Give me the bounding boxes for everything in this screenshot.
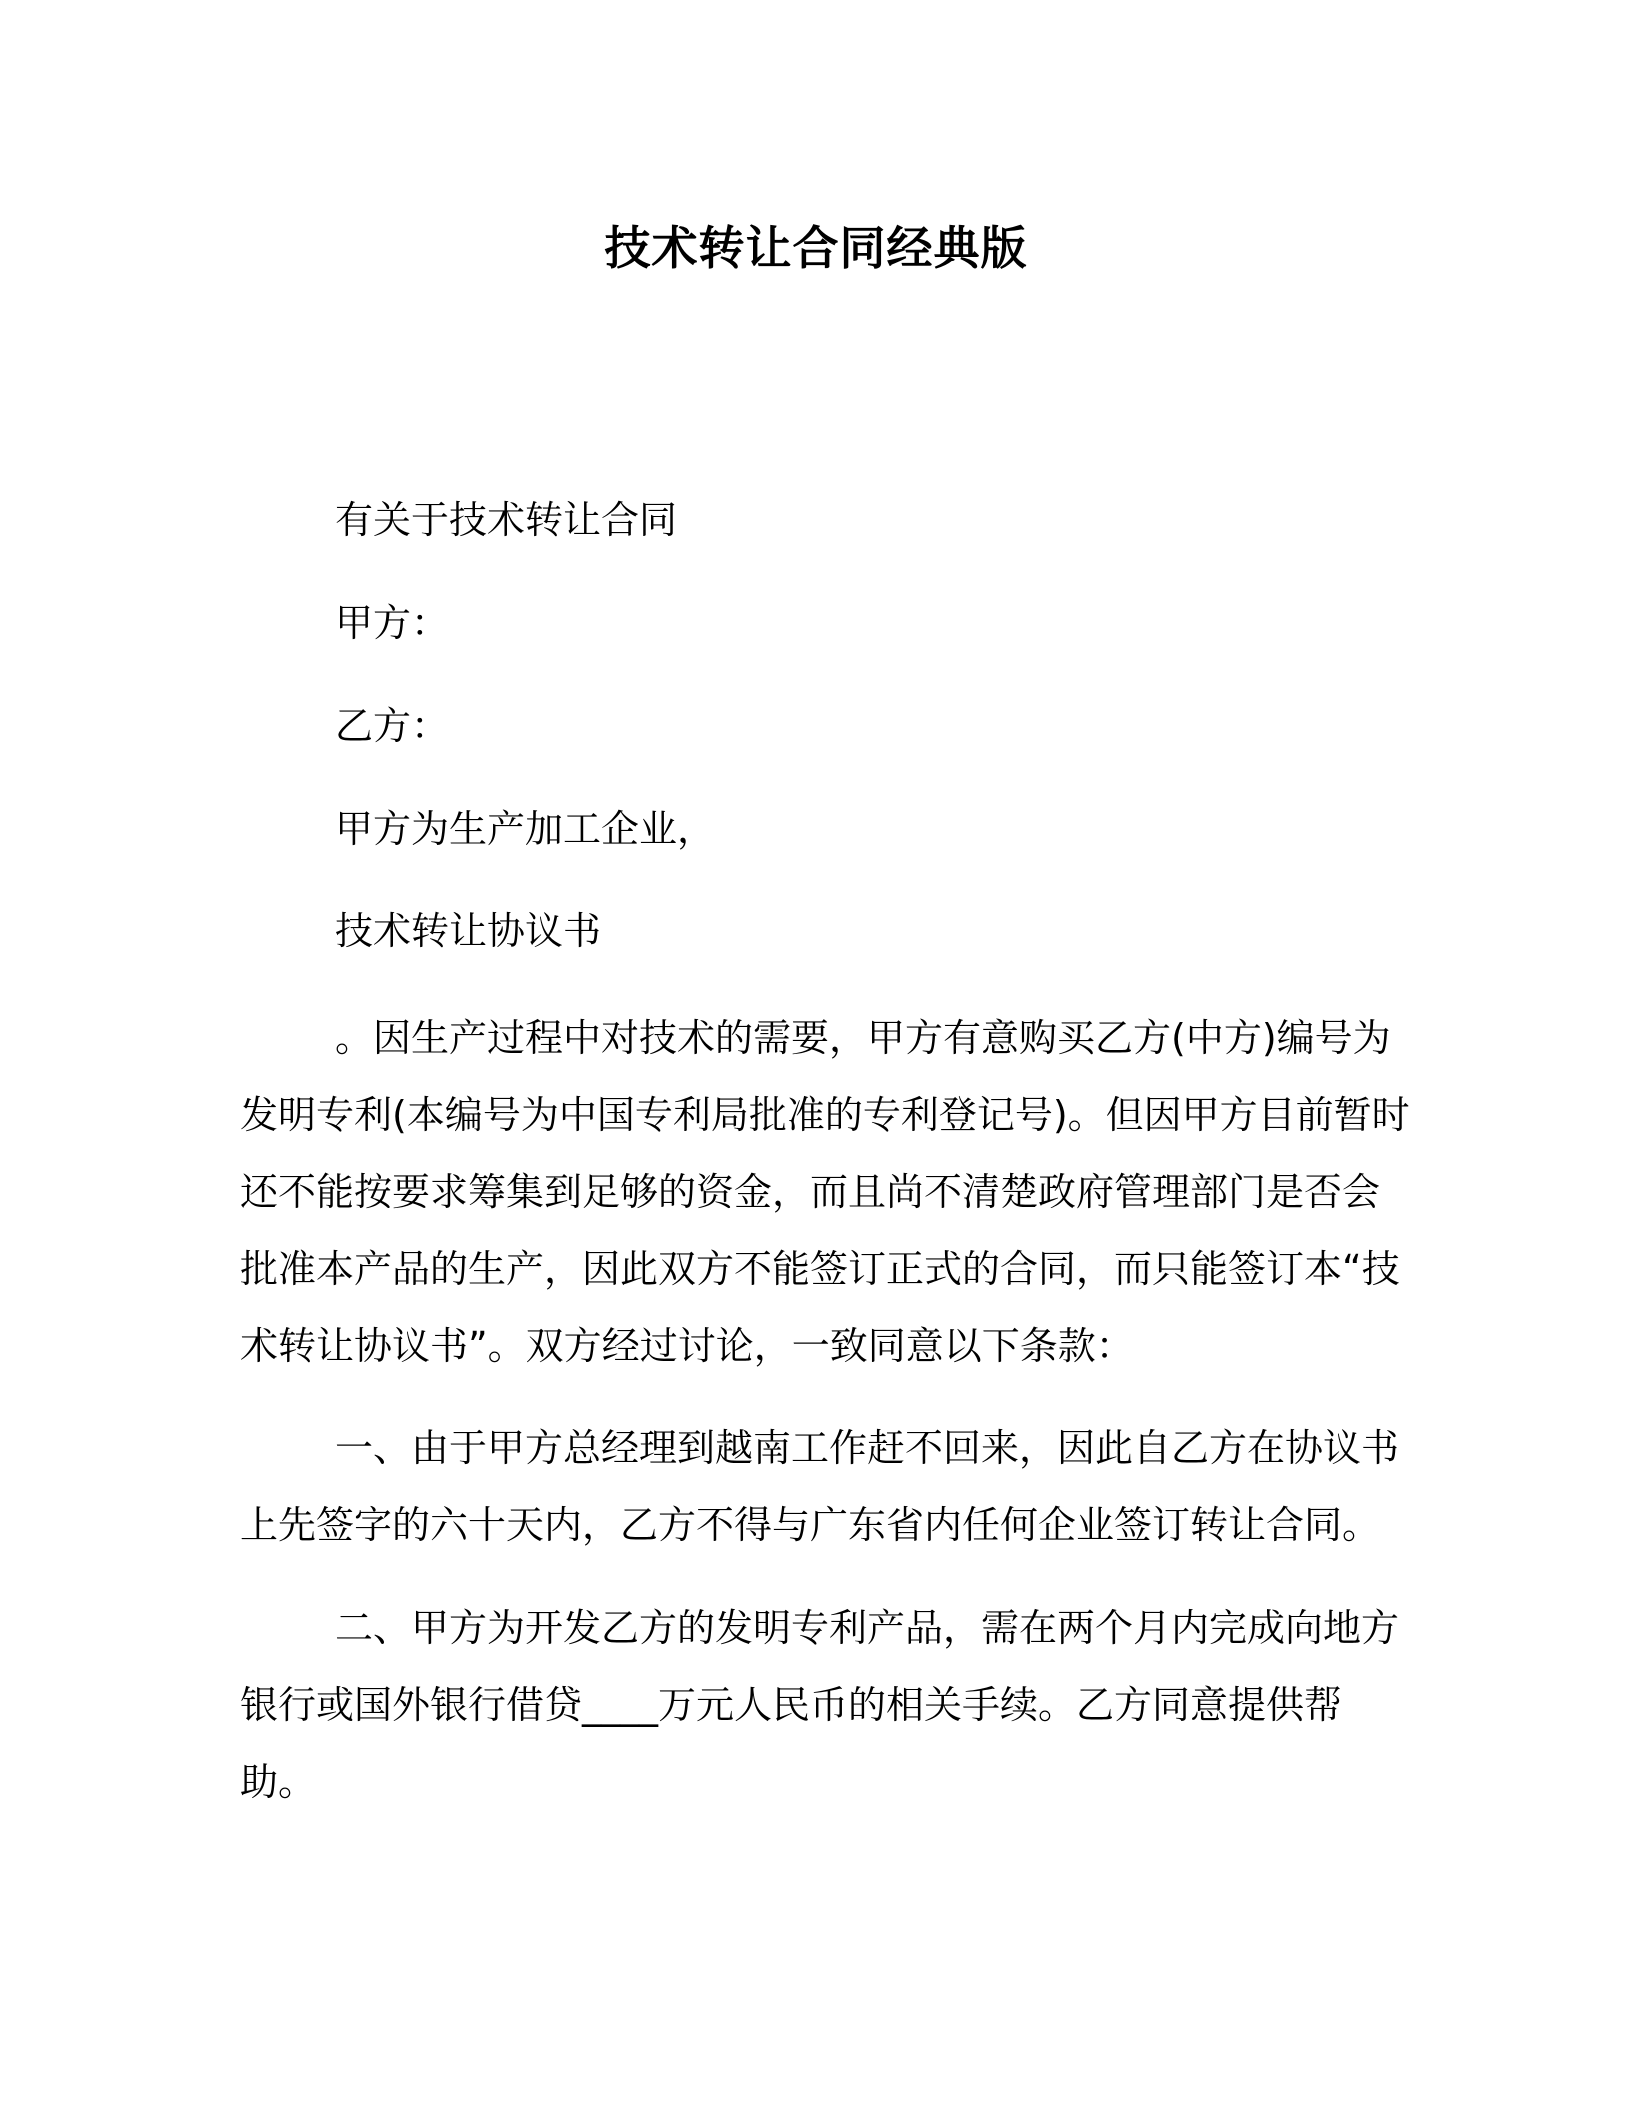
line-subject: 有关于技术转让合同	[335, 498, 678, 542]
line-party-a: 甲方：	[335, 601, 450, 645]
paragraph-preamble: 。因生产过程中对技术的需要，甲方有意购买乙方(中方)编号为发明专利(本编号为中国专利局批准的专利登记号)。但因甲方目前暂时还不能按要求筹集到足够的资金，而且尚不清楚政府管理部门是否会批准本产品的生产，因此双方不能签订正式的合同，而只能签订本“技术转让协议书”。双方经过讨论，一致同意以下条款：	[240, 1016, 1410, 1368]
paragraph-clause-1: 一、由于甲方总经理到越南工作赶不回来，因此自乙方在协议书上先签字的六十天内，乙方不得与广东省内任何企业签订转让合同。	[240, 1426, 1400, 1547]
line-party-a-description: 甲方为生产加工企业，	[335, 807, 716, 851]
line-party-b: 乙方：	[335, 704, 450, 748]
document-title: 技术转让合同经典版	[604, 221, 1028, 275]
line-agreement-heading: 技术转让协议书	[335, 909, 602, 953]
paragraph-clause-2: 二、甲方为开发乙方的发明专利产品，需在两个月内完成向地方银行或国外银行借贷____万元人民币的相关手续。乙方同意提供帮助。	[240, 1606, 1400, 1804]
